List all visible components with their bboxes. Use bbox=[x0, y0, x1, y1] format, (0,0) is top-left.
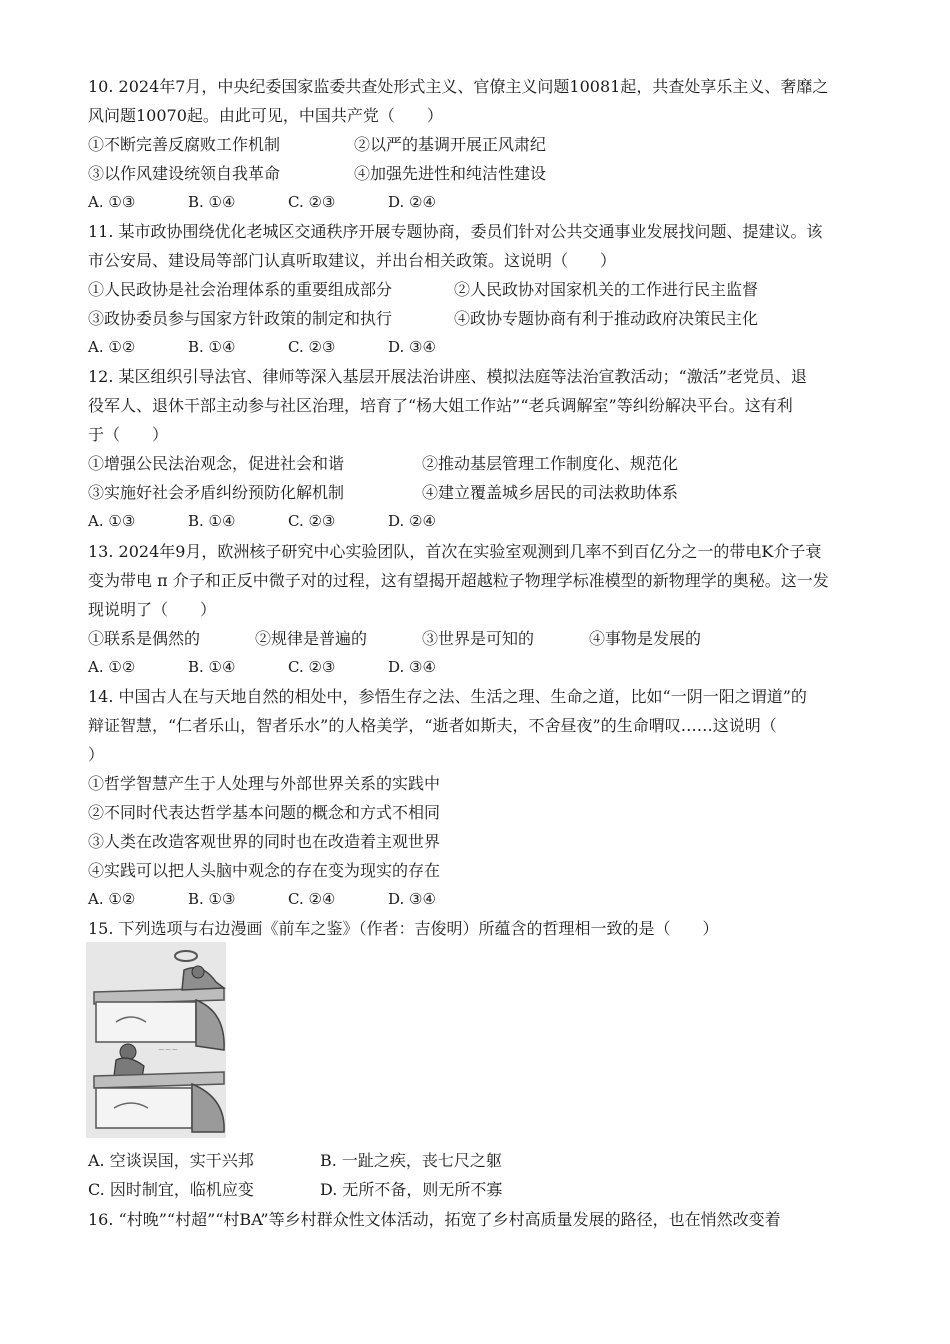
question-stem: 辩证智慧，“仁者乐山，智者乐水”的人格美学，“逝者如斯夫，不舍昼夜”的生命喟叹……这说明（ bbox=[88, 716, 777, 735]
option-row bbox=[88, 1146, 868, 1175]
question-14 bbox=[88, 682, 868, 914]
question-11 bbox=[88, 217, 868, 362]
answer-choices bbox=[88, 333, 868, 362]
question-stem: 变为带电 π 介子和正反中微子对的过程，这有望揭开超越粒子物理学标准模型的新物理学的奥秘。这一发 bbox=[88, 571, 829, 590]
question-stem: 15. 下列选项与右边漫画《前车之鉴》（作者：吉俊明）所蕴含的哲理相一致的是（ ） bbox=[88, 919, 719, 938]
answer-b[interactable]: B. ①④ bbox=[188, 338, 236, 356]
option-2: ②以严的基调开展正风肃纪 bbox=[354, 135, 547, 154]
option-row bbox=[88, 275, 868, 304]
option-1: ①不断完善反腐败工作机制 bbox=[88, 135, 281, 154]
option-3: ③实施好社会矛盾纠纷预防化解机制 bbox=[88, 483, 345, 502]
option-3: ③以作风建设统领自我革命 bbox=[88, 164, 281, 183]
answer-c[interactable]: C. 因时制宜，临机应变 bbox=[88, 1180, 254, 1199]
answer-choices bbox=[88, 885, 868, 914]
question-12 bbox=[88, 362, 868, 536]
option-1: ①哲学智慧产生于人处理与外部世界关系的实践中 bbox=[88, 774, 441, 793]
question-15 bbox=[88, 914, 868, 943]
option-row bbox=[88, 624, 868, 653]
answer-d[interactable]: D. ③④ bbox=[388, 338, 436, 356]
answer-c[interactable]: C. ②③ bbox=[288, 658, 336, 676]
answer-b[interactable]: B. 一趾之疾，丧七尺之躯 bbox=[320, 1151, 502, 1170]
option-4: ④建立覆盖城乡居民的司法救助体系 bbox=[422, 483, 679, 502]
cartoon-image bbox=[86, 942, 226, 1138]
question-stem: 14. 中国古人在与天地自然的相处中，参悟生存之法、生活之理、生命之道，比如“一阴一阳之谓道”的 bbox=[88, 687, 807, 706]
cartoon-drawing bbox=[86, 942, 226, 1138]
question-stem: 16. “村晚”“村超”“村BA”等乡村群众性文体活动，拓宽了乡村高质量发展的路径，也在悄然改变着 bbox=[88, 1210, 781, 1229]
option-row bbox=[88, 304, 868, 333]
option-1: ①联系是偶然的 bbox=[88, 629, 201, 648]
answer-a[interactable]: A. ①③ bbox=[88, 512, 136, 530]
question-stem: 13. 2024年9月，欧洲核子研究中心实验团队，首次在实验室观测到几率不到百亿分之一的带电K介子衰 bbox=[88, 542, 822, 561]
answer-b[interactable]: B. ①④ bbox=[188, 512, 236, 530]
question-stem: 10. 2024年7月，中央纪委国家监委共查处形式主义、官僚主义问题10081起，共查处享乐主义、奢靡之 bbox=[88, 77, 829, 96]
option-2: ②推动基层管理工作制度化、规范化 bbox=[422, 454, 679, 473]
answer-b[interactable]: B. ①④ bbox=[188, 658, 236, 676]
answer-d[interactable]: D. ②④ bbox=[388, 193, 436, 211]
question-stem: 12. 某区组织引导法官、律师等深入基层开展法治讲座、模拟法庭等法治宣教活动；“激活”老党员、退 bbox=[88, 367, 807, 386]
answer-c[interactable]: C. ②③ bbox=[288, 338, 336, 356]
question-stem: ） bbox=[88, 745, 105, 764]
answer-d[interactable]: D. ②④ bbox=[388, 512, 436, 530]
option-row bbox=[88, 449, 868, 478]
option-3: ③政协委员参与国家方针政策的制定和执行 bbox=[88, 309, 393, 328]
answer-a[interactable]: A. ①② bbox=[88, 338, 136, 356]
question-stem: 11. 某市政协围绕优化老城区交通秩序开展专题协商，委员们针对公共交通事业发展找问题、提建议。该 bbox=[88, 222, 823, 241]
answer-c[interactable]: C. ②④ bbox=[288, 890, 336, 908]
answer-b[interactable]: B. ①④ bbox=[188, 193, 236, 211]
question-stem: 现说明了（ ） bbox=[88, 600, 217, 619]
option-4: ④实践可以把人头脑中观念的存在变为现实的存在 bbox=[88, 861, 441, 880]
answer-choices bbox=[88, 188, 868, 217]
option-3: ③世界是可知的 bbox=[422, 629, 535, 648]
option-1: ①人民政协是社会治理体系的重要组成部分 bbox=[88, 280, 393, 299]
option-4: ④事物是发展的 bbox=[589, 629, 702, 648]
question-stem: 市公安局、建设局等部门认真听取建议，并出台相关政策。这说明（ ） bbox=[88, 251, 617, 270]
option-row bbox=[88, 130, 868, 159]
option-2: ②规律是普遍的 bbox=[255, 629, 368, 648]
answer-choices bbox=[88, 653, 868, 682]
option-2: ②人民政协对国家机关的工作进行民主监督 bbox=[454, 280, 759, 299]
question-stem: 役军人、退休干部主动参与社区治理，培育了“杨大姐工作站”“老兵调解室”等纠纷解决平台。这有利 bbox=[88, 396, 793, 415]
answer-d[interactable]: D. 无所不备，则无所不寡 bbox=[320, 1180, 503, 1199]
option-row bbox=[88, 159, 868, 188]
answer-a[interactable]: A. ①② bbox=[88, 890, 136, 908]
question-13 bbox=[88, 537, 868, 682]
answer-choices bbox=[88, 507, 868, 536]
question-15-options bbox=[88, 1146, 868, 1204]
option-1: ①增强公民法治观念，促进社会和谐 bbox=[88, 454, 345, 473]
question-stem: 于（ ） bbox=[88, 425, 169, 444]
answer-c[interactable]: C. ②③ bbox=[288, 512, 336, 530]
answer-d[interactable]: D. ③④ bbox=[388, 658, 436, 676]
option-2: ②不同时代表达哲学基本问题的概念和方式不相同 bbox=[88, 803, 441, 822]
question-stem: 风问题10070起。由此可见，中国共产党（ ） bbox=[88, 106, 443, 125]
question-16 bbox=[88, 1205, 868, 1234]
option-4: ④加强先进性和纯洁性建设 bbox=[354, 164, 547, 183]
svg-text:~~~: ~~~ bbox=[158, 1045, 179, 1054]
answer-d[interactable]: D. ③④ bbox=[388, 890, 436, 908]
answer-a[interactable]: A. 空谈误国，实干兴邦 bbox=[88, 1151, 254, 1170]
option-row bbox=[88, 1175, 868, 1204]
answer-c[interactable]: C. ②③ bbox=[288, 193, 336, 211]
option-3: ③人类在改造客观世界的同时也在改造着主观世界 bbox=[88, 832, 441, 851]
answer-b[interactable]: B. ①③ bbox=[188, 890, 236, 908]
question-10 bbox=[88, 72, 868, 217]
answer-a[interactable]: A. ①③ bbox=[88, 193, 136, 211]
option-row bbox=[88, 478, 868, 507]
option-4: ④政协专题协商有利于推动政府决策民主化 bbox=[454, 309, 759, 328]
answer-a[interactable]: A. ①② bbox=[88, 658, 136, 676]
